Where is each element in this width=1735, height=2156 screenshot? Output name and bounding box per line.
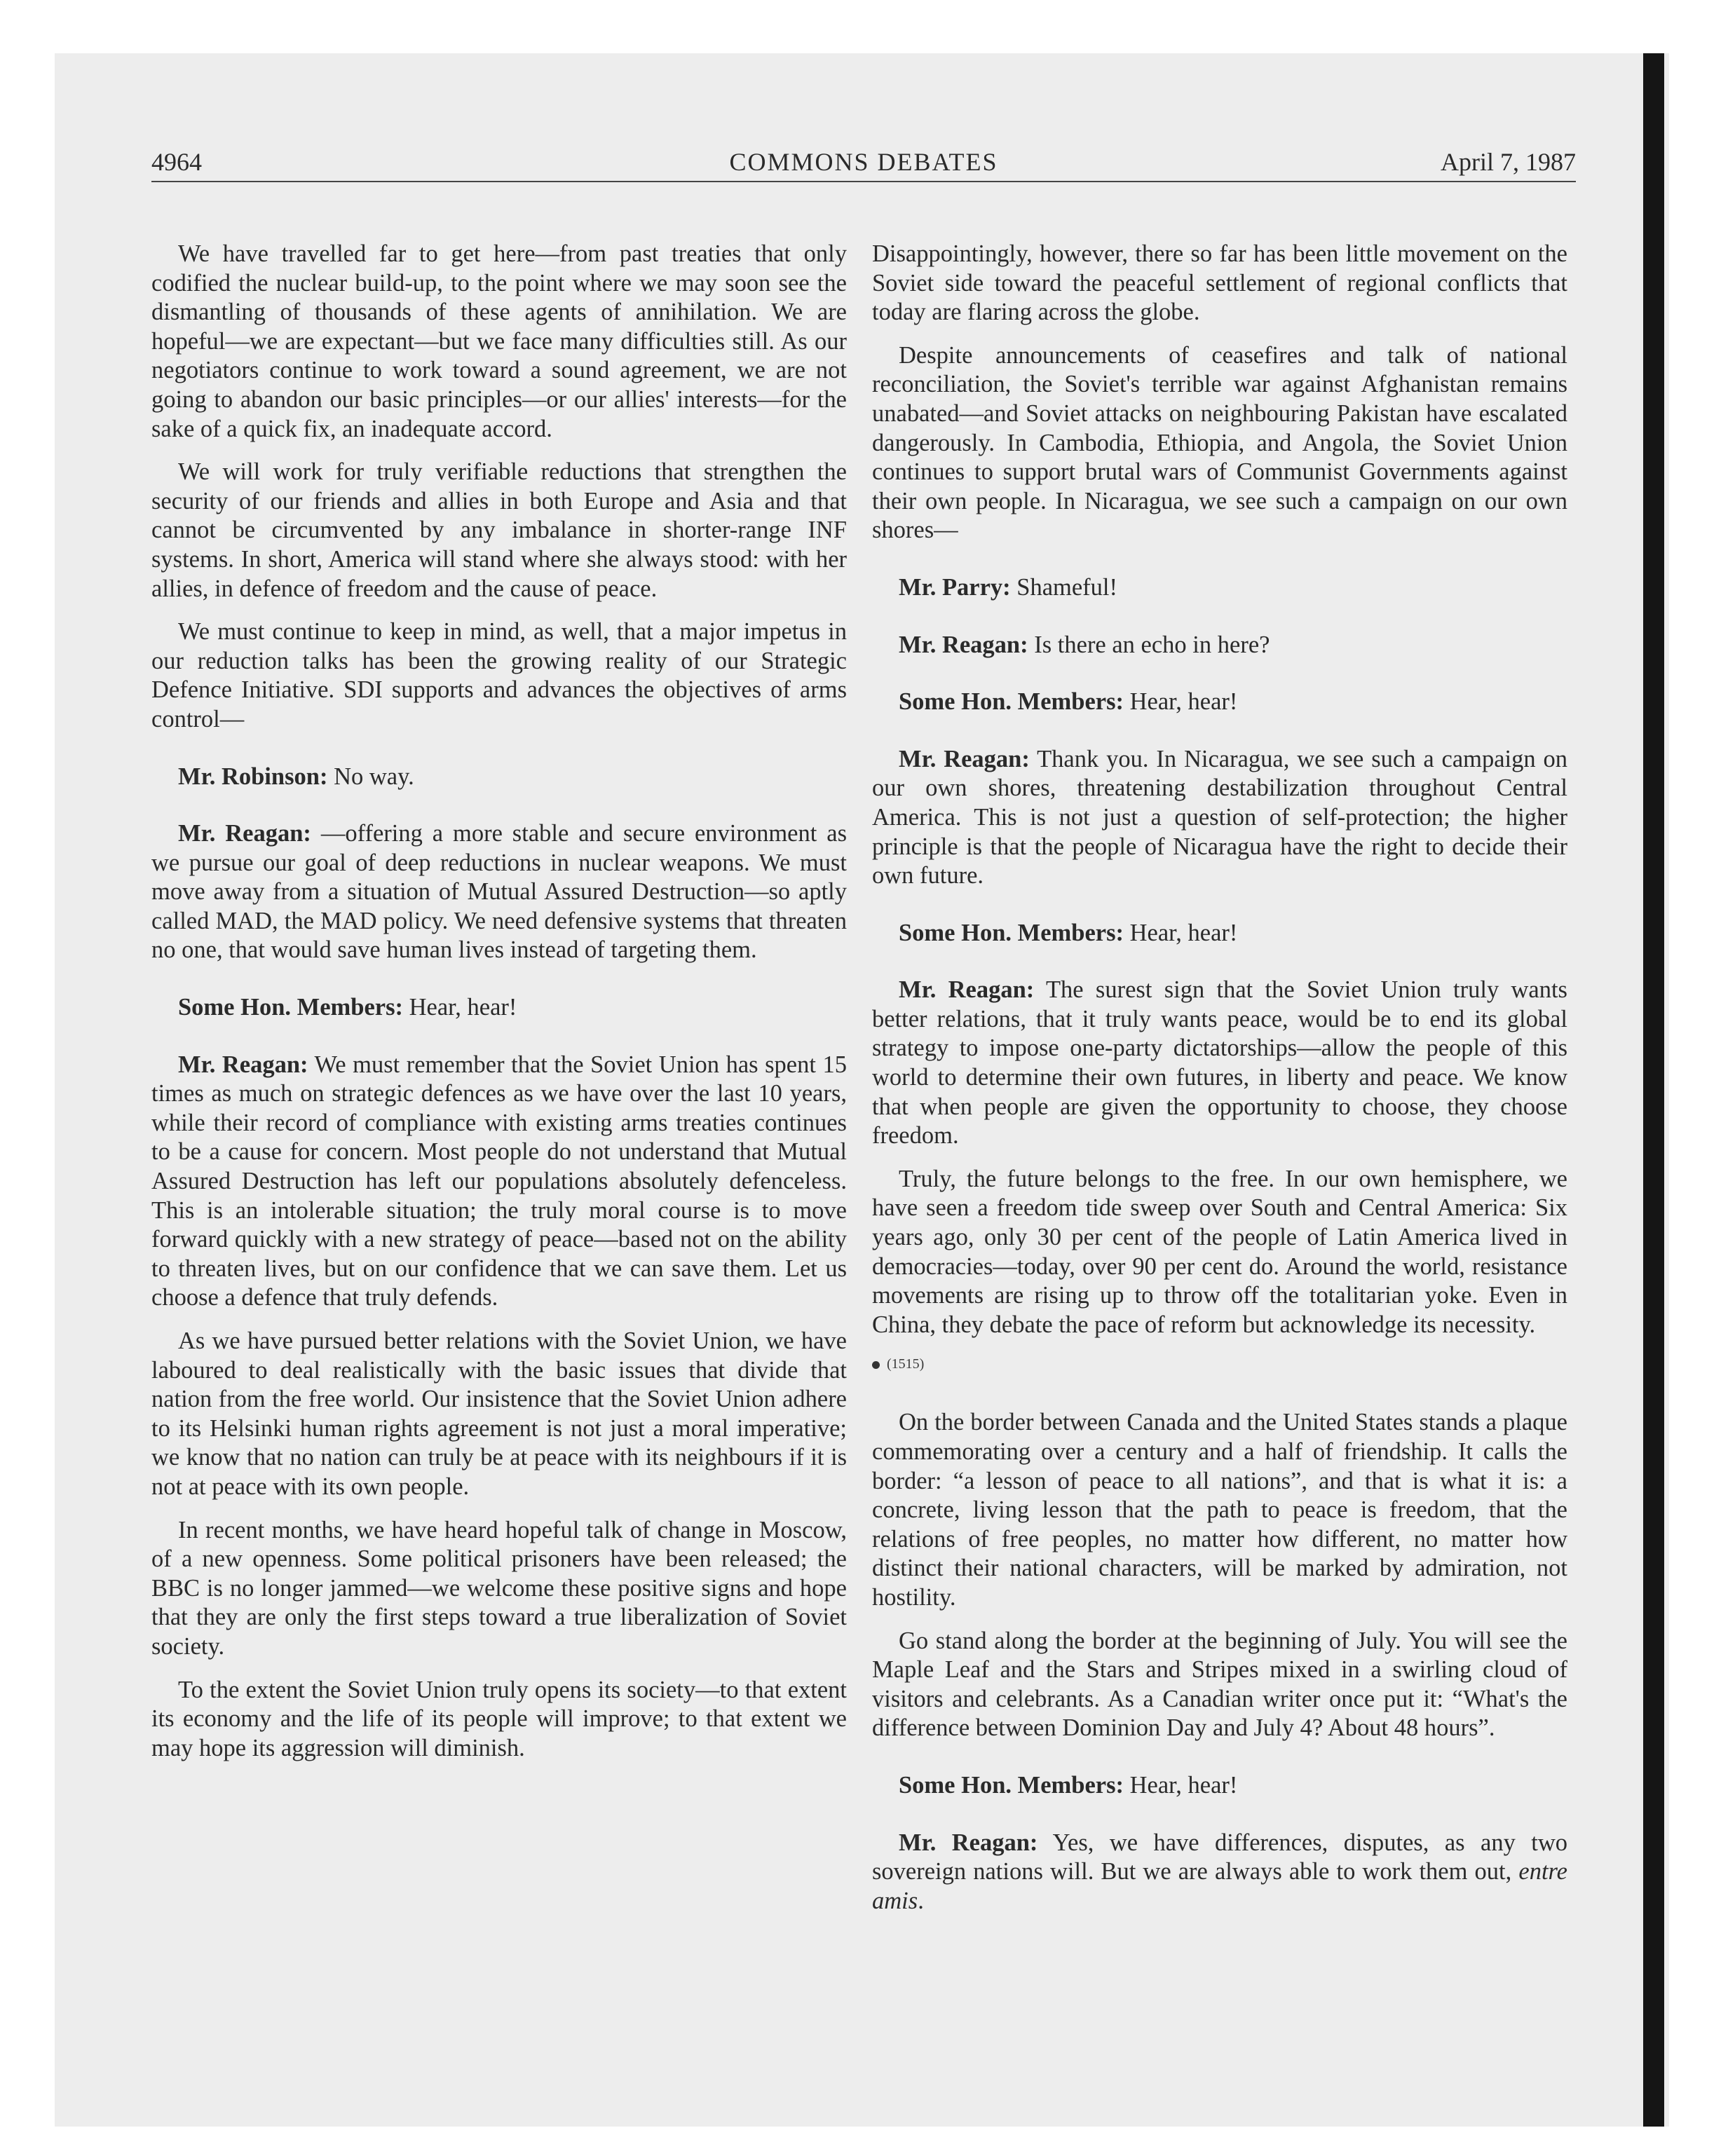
speech-text: We must remember that the Soviet Union has spent 15 times as much on strategic defences as we have over the last 10 years, while their record of compliance with existing arms treaties continues to be a cause for concern. Most people do not understand that Mutual Assured Destruction has left our populations absolutely defenceless. This is an intolerable situation; the truly moral course is to move forward quickly with a new strategy of peace—based not on the ability to threaten lives, but on our confidence that we can save them. Let us choose a defence that truly defends.: [151, 1051, 847, 1311]
paragraph: Despite announcements of ceasefires and talk of national reconciliation, the Soviet's terrible war against Afghanistan remains unabated—and Soviet attacks on neighbouring Pakistan have escalated dangerously. In Cambodia, Ethiopia, and Angola, the Soviet Union continues to support brutal wars of Communist Governments against their own people. In Nicaragua, we see such a campaign on our own shores—: [872, 341, 1567, 544]
speech-text: —offering a more stable and secure environment as we pursue our goal of deep reductions in nuclear weapons. We must move away from a situation of Mutual Assured Destruction—so aptly called MAD, the MAD policy. We need defensive systems that threaten no one, that would save human lives instead of targeting them.: [151, 820, 847, 964]
page-header: [151, 144, 1576, 182]
speech-text: Hear, hear!: [1123, 688, 1238, 716]
speech-text: Yes, we have differences, disputes, as any two sovereign nations will. But we are always able to work them out,: [872, 1829, 1567, 1885]
right-column: [872, 240, 1567, 1930]
paragraph: Go stand along the border at the beginning of July. You will see the Maple Leaf and the Stars and Stripes mixed in a swirling cloud of visitors and celebrants. As a Canadian writer once put it: “What's the difference between Dominion Day and July 4? About 48 hours”.: [872, 1627, 1567, 1742]
speaker-name: Some Hon. Members:: [178, 994, 403, 1021]
speaker-name: Mr. Reagan:: [178, 1051, 308, 1078]
speaker-name: Mr. Parry:: [899, 573, 1011, 601]
speech: [872, 631, 1567, 660]
left-column: [151, 240, 847, 1777]
paragraph: We have travelled far to get here—from past treaties that only codified the nuclear build-up, to the point where we may soon see the dismantling of thousands of these agents of annihilation. We are hopeful—we are expectant—but we face many difficulties still. As our negotiators continue to work toward a sound agreement, we are not going to abandon our basic principles—or our allies' interests—for the sake of a quick fix, an inadequate accord.: [151, 240, 847, 442]
speaker-name: Some Hon. Members:: [899, 1771, 1124, 1799]
speech-end: .: [918, 1887, 924, 1914]
speech-text: Hear, hear!: [1123, 1771, 1238, 1799]
speech-text: No way.: [327, 763, 414, 790]
speaker-name: Some Hon. Members:: [899, 919, 1124, 946]
paragraph: As we have pursued better relations with the Soviet Union, we have laboured to deal realistically with the basic issues that divide that nation from the free world. Our insistence that the Soviet Union adhere to its Helsinki human rights agreement is not just a moral imperative; we know that no nation can truly be at peace with its neighbours if it is not at peace with its own people.: [151, 1328, 847, 1500]
speaker-name: Mr. Reagan:: [899, 976, 1035, 1004]
speech: [872, 976, 1567, 1151]
time-marker-text: (1515): [887, 1356, 925, 1372]
speaker-name: Mr. Robinson:: [178, 763, 328, 790]
speech: [872, 573, 1567, 603]
speaker-name: Some Hon. Members:: [899, 688, 1124, 716]
speech-text: Is there an echo in here?: [1028, 631, 1270, 658]
page-number: 4964: [151, 148, 202, 176]
scan-edge-bar: [1643, 53, 1664, 2127]
paragraph: To the extent the Soviet Union truly opens its society—to that extent its economy and the life of its people will improve; to that extent we may hope its aggression will diminish.: [151, 1676, 847, 1761]
speech-text: Thank you. In Nicaragua, we see such a campaign on our own shores, threatening destabilization throughout Central America. This is not just a question of self-protection; the higher principle is that the people of Nicaragua have the right to decide their own future.: [872, 745, 1567, 889]
speech: [872, 1829, 1567, 1916]
bullet-icon: [872, 1361, 880, 1369]
speaker-name: Mr. Reagan:: [899, 631, 1028, 658]
speech-text: Hear, hear!: [1123, 919, 1238, 946]
speech: [872, 1771, 1567, 1801]
speech: [872, 745, 1567, 891]
speech-text: Hear, hear!: [402, 994, 517, 1021]
page-date: April 7, 1987: [1441, 148, 1576, 176]
speech: [151, 993, 847, 1023]
speech: [151, 819, 847, 965]
speech: [872, 919, 1567, 948]
speech: [151, 763, 847, 792]
publication-title: COMMONS DEBATES: [729, 148, 998, 176]
paragraph: Disappointingly, however, there so far has been little movement on the Soviet side toward the peaceful settlement of regional conflicts that today are flaring across the globe.: [872, 240, 1567, 326]
speech-text: Shameful!: [1010, 573, 1117, 601]
paragraph: We must continue to keep in mind, as well, that a major impetus in our reduction talks has been the growing reality of our Strategic Defence Initiative. SDI supports and advances the objectives of arms control—: [151, 618, 847, 732]
paragraph: On the border between Canada and the United States stands a plaque commemorating over a century and a half of friendship. It calls the border: “a lesson of peace to all nations”, and that is what it is: a concrete, living lesson that the path to peace is freedom, that the relations of free peoples, no matter how different, no matter how distinct their national characters, will be marked by admiration, not hostility.: [872, 1409, 1567, 1611]
paragraph: Truly, the future belongs to the free. In our own hemisphere, we have seen a freedom tide sweep over South and Central America: Six years ago, only 30 per cent of the people of Latin America lived in democracies—today, over 90 per cent do. Around the world, resistance movements are rising up to throw off the totalitarian yoke. Even in China, they debate the pace of reform but acknowledge its necessity.: [872, 1165, 1567, 1338]
paragraph: We will work for truly verifiable reductions that strengthen the security of our friends and allies in both Europe and Asia and that cannot be circumvented by any imbalance in shorter-range INF systems. In short, America will stand where she always stood: with her allies, in defence of freedom and the cause of peace.: [151, 458, 847, 602]
speech-italic: entre amis: [872, 1858, 1567, 1914]
time-marker: [872, 1353, 1567, 1374]
speaker-name: Mr. Reagan:: [899, 745, 1030, 772]
speech: [872, 688, 1567, 717]
speech-text: The surest sign that the Soviet Union truly wants better relations, that it truly wants peace, would be to end its global strategy to impose one-party dictatorships—allow the people of this world to determine their own futures, in liberty and peace. We know that when people are given the opportunity to choose, they choose freedom.: [872, 976, 1567, 1149]
paragraph: In recent months, we have heard hopeful talk of change in Moscow, of a new openness. Some political prisoners have been released; the BBC is no longer jammed—we welcome these positive signs and hope that they are only the first steps toward a true liberalization of Soviet society.: [151, 1516, 847, 1660]
speaker-name: Mr. Reagan:: [178, 820, 311, 847]
speech: [151, 1051, 847, 1313]
speaker-name: Mr. Reagan:: [899, 1829, 1038, 1856]
